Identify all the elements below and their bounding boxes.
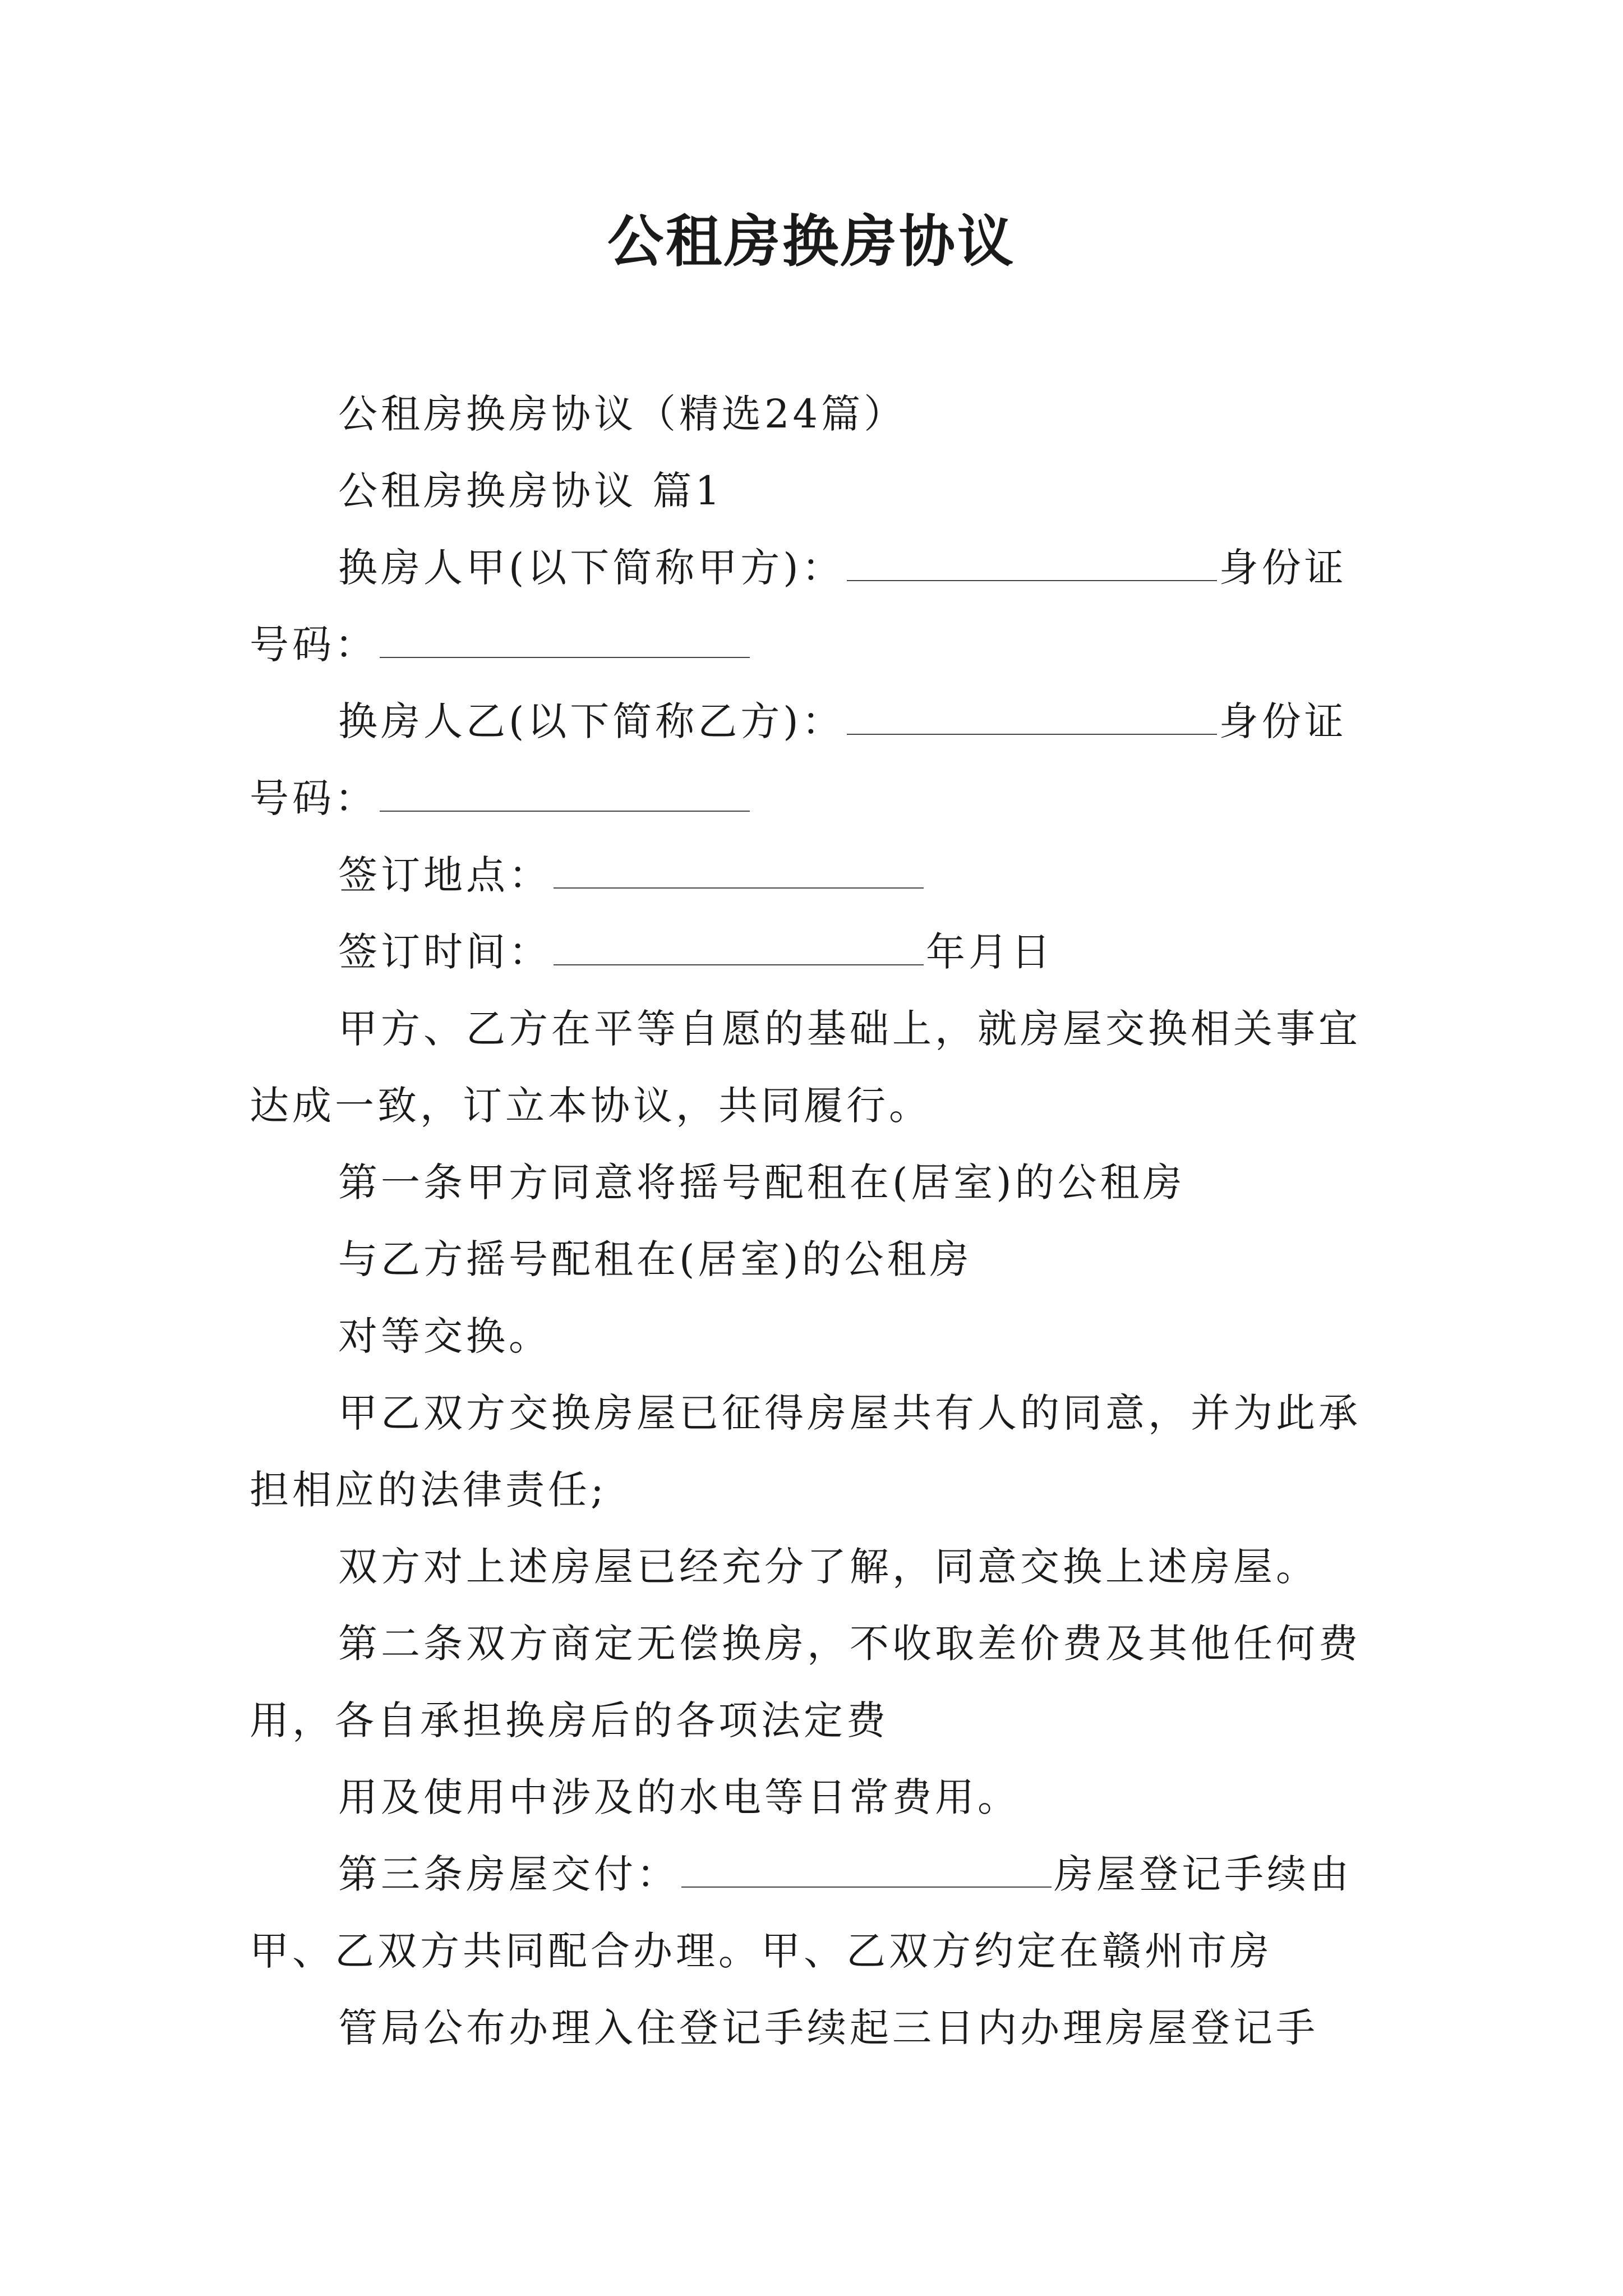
paragraph-article-2-cont: 用及使用中涉及的水电等日常费用。	[338, 1774, 1020, 1820]
paragraph-party-a: 换房人甲(以下简称甲方)： 身份证号码：	[250, 545, 1347, 668]
blank-line	[554, 931, 924, 965]
document-title: 公租房换房协议	[607, 208, 1016, 274]
paragraph-section-heading: 公租房换房协议 篇1	[338, 468, 723, 514]
paragraph-article-3: 第三条房屋交付： 房屋登记手续由甲、乙双方共同配合办理。甲、乙双方约定在赣州市房	[250, 1851, 1352, 1974]
paragraph-article-1-end: 对等交换。	[338, 1313, 551, 1359]
paragraph-intro: 甲方、乙方在平等自愿的基础上，就房屋交换相关事宜达成一致，订立本协议，共同履行。	[250, 1006, 1361, 1129]
blank-line	[554, 854, 924, 889]
paragraph-understanding: 双方对上述房屋已经充分了解，同意交换上述房屋。	[338, 1544, 1318, 1590]
document-body	[250, 376, 1382, 2067]
paragraph-subtitle: 公租房换房协议（精选24篇）	[338, 391, 907, 437]
blank-line	[847, 700, 1217, 735]
paragraph-sign-place: 签订地点：	[250, 837, 1382, 914]
paragraph-sign-time: 签订时间： 年月日	[338, 929, 1054, 975]
paragraph-article-1: 第一条甲方同意将摇号配租在(居室)的公租房	[338, 1159, 1186, 1205]
paragraph-article-3-cont: 管局公布办理入住登记手续起三日内办理房屋登记手	[338, 2005, 1318, 2051]
paragraph-consent: 甲乙双方交换房屋已征得房屋共有人的同意，并为此承担相应的法律责任;	[250, 1390, 1361, 1513]
blank-line	[847, 546, 1217, 581]
blank-line	[380, 777, 750, 812]
paragraph-article-2: 第二条双方商定无偿换房，不收取差价费及其他任何费用，各自承担换房后的各项法定费	[250, 1621, 1361, 1743]
blank-line	[380, 623, 750, 658]
paragraph-party-b: 换房人乙(以下简称乙方)： 身份证号码：	[250, 698, 1347, 821]
blank-line	[681, 1853, 1052, 1888]
paragraph-article-1-cont: 与乙方摇号配租在(居室)的公租房	[338, 1236, 972, 1282]
